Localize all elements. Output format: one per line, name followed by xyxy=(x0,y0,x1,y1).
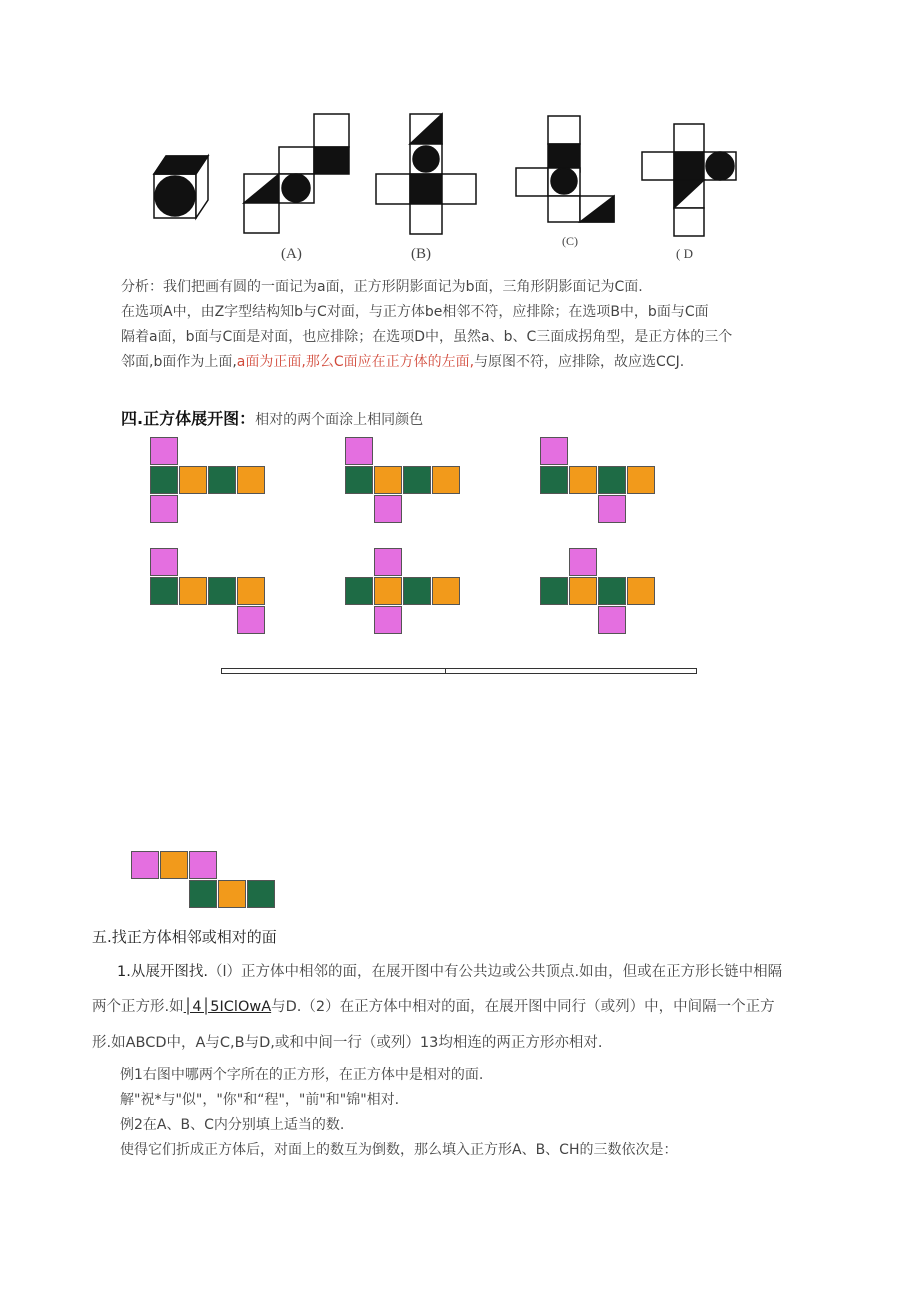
section-5-para-1-rest: （l）正方体中相邻的面，在展开图中有公共边或公共顶点.如由，但或在正方形长链中相隔 xyxy=(207,964,783,980)
net-a xyxy=(244,114,349,233)
section-5-para-1 xyxy=(117,961,782,983)
analysis-highlight: a面为正面,那么C面应在正方体的左面, xyxy=(236,354,475,370)
cube-net-figure xyxy=(140,108,760,268)
section-5-para-2 xyxy=(92,996,775,1018)
net-b xyxy=(376,114,476,234)
analysis-line-2: 在选项A中，由Z字型结构知b与C对面，与正方体be相邻不符，应排除；在选项B中，b面与C面 xyxy=(121,304,709,320)
net-c xyxy=(516,116,614,222)
section-4-heading xyxy=(121,406,423,429)
analysis-line-1: 分析：我们把画有圆的一面记为a面，正方形阴影面记为b面，三角形阴影面记为C面. xyxy=(121,279,643,295)
example-1-answer: 解"祝*与"似"，"你"和“程"，"前"和"锦"相对. xyxy=(120,1092,400,1108)
section-4-title: 四.正方体展开图： xyxy=(121,409,256,428)
color-net-3 xyxy=(540,437,660,527)
example-1: 例1右图中哪两个字所在的正方形，在正方体中是相对的面. xyxy=(120,1067,484,1083)
caption-d: ( D xyxy=(676,246,693,261)
section-5-para-3: 形.如ABCD中，A与C,B与D,或和中间一行（或列）13均相连的两正方形亦相对. xyxy=(92,1035,603,1051)
color-net-5 xyxy=(345,548,465,638)
net-d xyxy=(642,124,736,236)
analysis-line-4-start: 邻面,b面作为上面, xyxy=(121,354,237,370)
caption-a: (A) xyxy=(281,246,302,262)
cube-icon xyxy=(154,156,208,218)
color-net-6 xyxy=(540,548,660,638)
example-2-question: 使得它们折成正方体后，对面上的数互为倒数，那么填入正方形A、B、CH的三数依次是： xyxy=(120,1142,678,1158)
section-5-para-1-lead: 1.从展开图找. xyxy=(117,964,208,980)
section-5-para-2-box: │4│5IClOwA xyxy=(183,999,272,1015)
section-5-title: 五.找正方体相邻或相对的面 xyxy=(92,928,277,946)
color-net-4 xyxy=(150,548,270,638)
analysis-line-3: 隔着a面，b面与C面是对面，也应排除；在选项D中，虽然a、b、C三面成拐角型，是正方体的三个 xyxy=(121,329,733,345)
color-net-7 xyxy=(131,851,276,911)
analysis-line-4-end: 与原图不符，应排除，故应选CCJ. xyxy=(474,354,685,370)
caption-c: (C) xyxy=(562,234,578,248)
section-5-para-2-start: 两个正方形.如 xyxy=(92,999,184,1015)
section-4-subtitle: 相对的两个面涂上相同颜色 xyxy=(255,412,424,428)
caption-b: (B) xyxy=(411,246,431,262)
section-5-para-2-end: 与D.（2）在正方体中相对的面，在展开图中同行（或列）中，中间隔一个正方 xyxy=(271,999,775,1015)
example-2: 例2在A、B、C内分别填上适当的数. xyxy=(120,1117,345,1133)
divider-bar xyxy=(221,668,697,674)
analysis-line-4 xyxy=(121,351,684,373)
color-net-2 xyxy=(345,437,465,527)
color-net-1 xyxy=(150,437,270,527)
